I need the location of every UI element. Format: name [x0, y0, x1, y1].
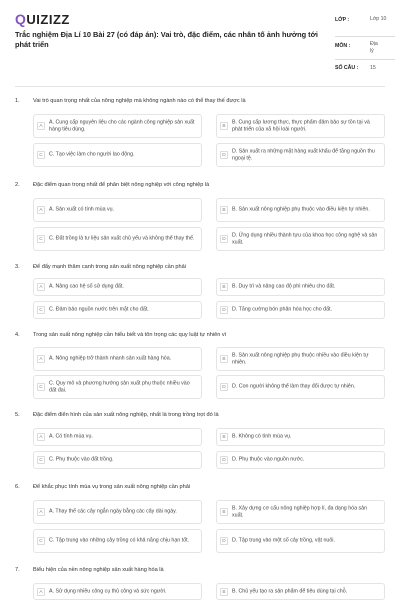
option-text: B. Duy trì và nâng cao độ phì nhiêu cho đất.: [232, 283, 336, 290]
question-text: Để khắc phục tính mùa vụ trong sản xuất nông nghiệp cần phải: [33, 484, 191, 490]
option-c[interactable]: [33, 375, 202, 399]
option-letter: B: [220, 588, 228, 596]
option-text: A. Nâng cao hệ số sử dụng đất.: [49, 283, 124, 290]
question-text: Vai trò quan trọng nhất của nông nghiệp mà không ngành nào có thể thay thế được là: [33, 98, 246, 104]
option-a[interactable]: [33, 198, 202, 222]
question-text: Biểu hiện của nền nông nghiệp sản xuất hàng hóa là: [33, 567, 164, 573]
meta-subject-row: [335, 37, 395, 60]
option-text: C. Đảm bảo nguồn nước trên mặt cho đất.: [49, 306, 149, 313]
option-text: C. Quy mô và phương hướng sản xuất phụ thuộc nhiều vào đất đai.: [49, 380, 190, 393]
meta-subject-label: MÔN :: [335, 43, 351, 49]
option-text: B. Không có tính mùa vụ.: [232, 433, 292, 440]
question-number: 4.: [15, 332, 20, 338]
option-text: B. Sản xuất nông nghiệp phụ thuộc vào điều kiện tự nhiên.: [232, 206, 370, 213]
question-text: Trong sản xuất nông nghiệp cần hiểu biết và tôn trọng các quy luật tự nhiên vì: [33, 332, 227, 338]
option-a[interactable]: [33, 428, 202, 446]
meta-class-label: LỚP :: [335, 17, 350, 23]
question-number: 3.: [15, 264, 20, 270]
option-text: D. Ứng dụng nhiều thành tựu của khoa học công nghệ và sản xuất.: [232, 232, 378, 245]
option-letter: B: [220, 206, 228, 214]
option-c[interactable]: [33, 143, 202, 167]
option-letter: D: [220, 537, 228, 545]
option-b[interactable]: [216, 114, 385, 138]
option-letter: D: [220, 456, 228, 464]
option-text: D. Con người không thể làm thay đổi được tự nhiên.: [232, 383, 356, 390]
header-divider: [15, 86, 385, 87]
option-letter: A: [37, 588, 45, 596]
meta-class-row: [335, 14, 395, 37]
option-b[interactable]: [216, 198, 385, 222]
worksheet-title: Trắc nghiệm Địa Lí 10 Bài 27 (có đáp án): Vai trò, đặc điểm, các nhân tố ảnh hưởng tới phát triển: [15, 30, 318, 49]
option-text: B. Cung cấp lương thực, thực phẩm đảm bảo sự tồn tại và phát triển của xã hội loài người.: [232, 119, 370, 132]
option-text: C. Tập trung vào những cây trồng có khả năng chịu hạn tốt.: [49, 537, 190, 544]
option-b[interactable]: [216, 428, 385, 446]
option-letter: D: [220, 306, 228, 314]
option-d[interactable]: [216, 375, 385, 399]
option-c[interactable]: [33, 301, 202, 319]
option-text: A. Thay thế các cây ngắn ngày bằng các cây dài ngày.: [49, 508, 177, 515]
worksheet-header: [0, 0, 400, 88]
option-letter: A: [37, 355, 45, 363]
worksheet-meta: [335, 14, 395, 76]
option-letter: D: [220, 383, 228, 391]
meta-count-label: SỐ CÂU :: [335, 65, 359, 71]
option-letter: C: [37, 537, 45, 545]
option-d[interactable]: [216, 227, 385, 251]
option-text: B. Chủ yếu tạo ra sản phẩm để tiêu dùng tại chỗ.: [232, 588, 348, 595]
option-letter: C: [37, 235, 45, 243]
option-text: A. Cung cấp nguyên liệu cho các ngành công nghiệp sản xuất hàng tiêu dùng.: [49, 119, 195, 132]
option-d[interactable]: [216, 143, 385, 167]
option-text: C. Đất trồng là tư liệu sản xuất chủ yếu và không thể thay thế.: [49, 235, 195, 242]
option-text: A. Có tính mùa vụ.: [49, 433, 93, 440]
option-letter: C: [37, 456, 45, 464]
option-letter: C: [37, 151, 45, 159]
question-number: 6.: [15, 484, 20, 490]
option-letter: A: [37, 122, 45, 130]
meta-class-value: Lớp 10: [370, 16, 387, 22]
option-letter: B: [220, 122, 228, 130]
option-letter: A: [37, 283, 45, 291]
option-text: D. Sản xuất ra những mặt hàng xuất khẩu để tăng nguồn thu ngoại tệ.: [232, 148, 375, 161]
question-number: 1.: [15, 98, 20, 104]
quizizz-logo: QUIZIZZ: [15, 11, 70, 27]
question-number: 7.: [15, 567, 20, 573]
option-c[interactable]: [33, 227, 202, 251]
option-text: A. Sử dụng nhiều công cụ thủ công và sức người.: [49, 588, 167, 595]
option-letter: A: [37, 206, 45, 214]
option-d[interactable]: [216, 451, 385, 469]
option-text: A. Nông nghiệp trở thành nhanh sản xuất hàng hóa.: [49, 355, 172, 362]
option-text: D. Tăng cường bón phân hóa học cho đất.: [232, 306, 332, 313]
option-letter: B: [220, 355, 228, 363]
option-d[interactable]: [216, 301, 385, 319]
option-a[interactable]: [33, 500, 202, 524]
question-text: Đặc điểm quan trọng nhất để phân biệt nông nghiệp với công nghiệp là: [33, 182, 210, 188]
option-b[interactable]: [216, 347, 385, 371]
option-letter: C: [37, 306, 45, 314]
option-letter: A: [37, 508, 45, 516]
option-text: D. Phụ thuộc vào nguồn nước.: [232, 456, 305, 463]
option-b[interactable]: [216, 278, 385, 296]
option-letter: D: [220, 151, 228, 159]
option-a[interactable]: [33, 583, 202, 600]
option-letter: C: [37, 383, 45, 391]
option-text: C. Phụ thuộc vào đất trồng.: [49, 456, 114, 463]
option-text: A. Sản xuất có tính mùa vụ.: [49, 206, 115, 213]
question-number: 5.: [15, 412, 20, 418]
option-text: D. Tập trung vào một số cây trồng, vật nuôi.: [232, 537, 335, 544]
meta-count-value: 15: [370, 65, 376, 71]
question-number: 2.: [15, 182, 20, 188]
option-text: B. Xây dựng cơ cấu nông nghiệp hợp lí, đa dạng hóa sản xuất.: [232, 505, 368, 518]
option-letter: B: [220, 508, 228, 516]
option-a[interactable]: [33, 114, 202, 138]
option-letter: B: [220, 433, 228, 441]
option-c[interactable]: [33, 529, 202, 553]
option-a[interactable]: [33, 347, 202, 371]
option-letter: A: [37, 433, 45, 441]
option-d[interactable]: [216, 529, 385, 553]
option-c[interactable]: [33, 451, 202, 469]
question-text: Đặc điểm điển hình của sản xuất nông nghiệp, nhất là trong trồng trọt đó là: [33, 412, 219, 418]
meta-count-row: [335, 60, 395, 76]
option-a[interactable]: [33, 278, 202, 296]
option-b[interactable]: [216, 500, 385, 524]
option-letter: D: [220, 235, 228, 243]
option-b[interactable]: [216, 583, 385, 600]
question-text: Để đẩy mạnh thâm canh trong sản xuất nông nghiệp cần phải: [33, 264, 187, 270]
option-text: C. Tạo việc làm cho người lao động.: [49, 151, 135, 158]
option-text: B. Sản xuất nông nghiệp phụ thuộc nhiều vào điều kiện tự nhiên.: [232, 352, 369, 365]
meta-subject-value: Địa lý: [370, 41, 378, 54]
option-letter: B: [220, 283, 228, 291]
